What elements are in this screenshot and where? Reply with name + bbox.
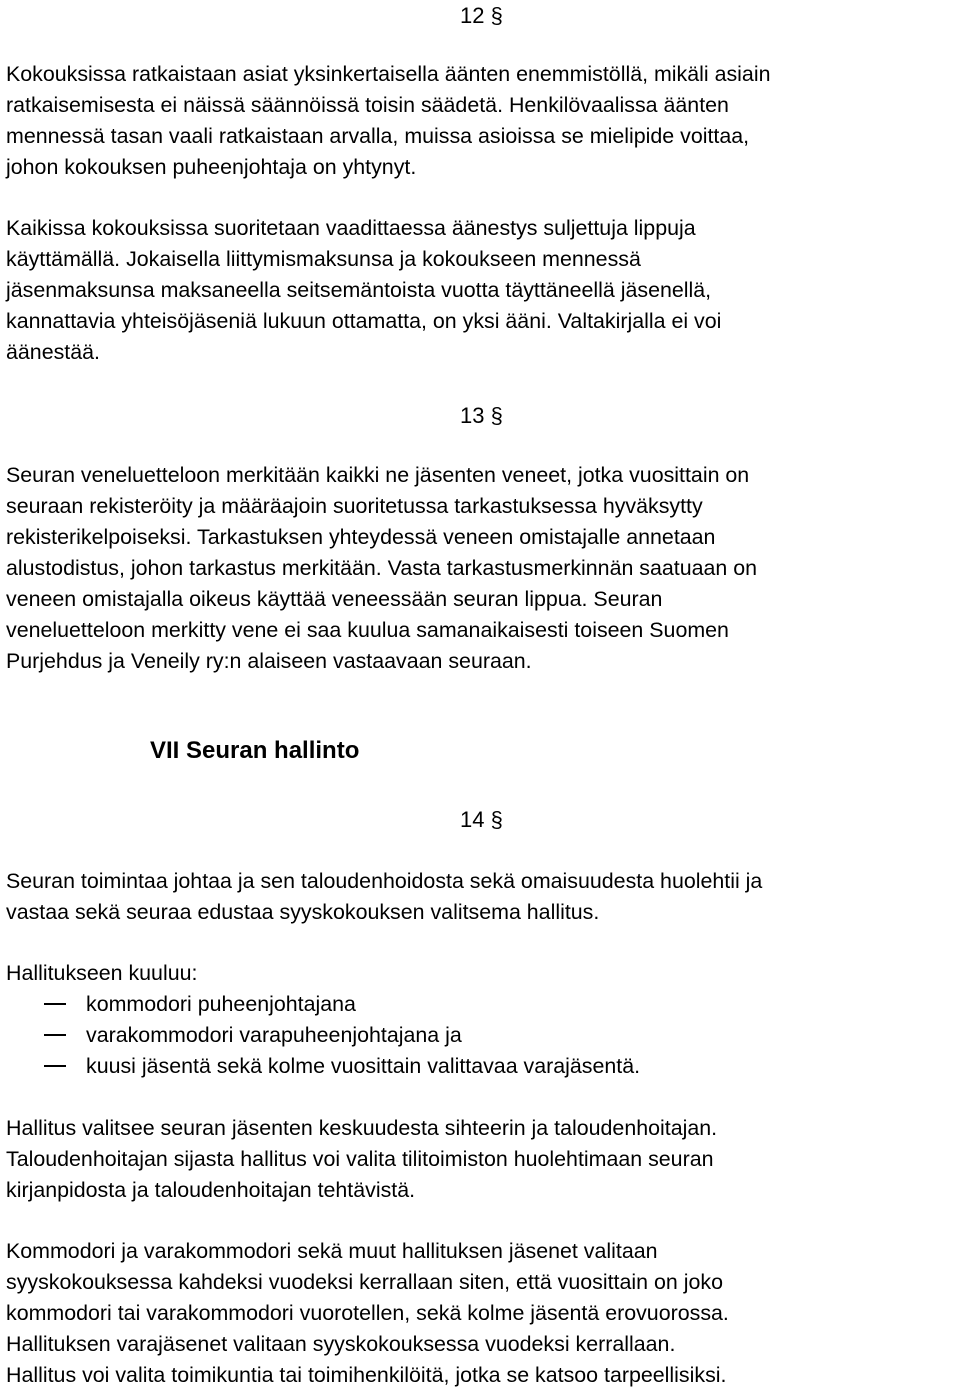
text-line: veneen omistajalla oikeus käyttää veneessään seuran lippua. Seuran (6, 587, 663, 611)
text-line: Purjehdus ja Veneily ry:n alaiseen vastaavaan seuraan. (6, 649, 532, 673)
text-line: Hallitukseen kuuluu: (6, 961, 198, 985)
text-line: jäsenmaksunsa maksaneella seitsemäntoista vuotta täyttäneellä jäsenellä, (6, 278, 712, 302)
text-line: syyskokouksessa kahdeksi vuodeksi kerrallaan siten, että vuosittain on joko (6, 1270, 723, 1294)
text-line: Seuran veneluetteloon merkitään kaikki ne jäsenten veneet, jotka vuosittain on (6, 463, 750, 487)
text-line: alustodistus, johon tarkastus merkitään. Vasta tarkastusmerkinnän saatuaan on (6, 556, 758, 580)
dash-bullet-icon (44, 1034, 66, 1036)
list-item-text: kommodori puheenjohtajana (86, 992, 356, 1016)
text-line: äänestää. (6, 340, 100, 364)
text-line: Kokouksissa ratkaistaan asiat yksinkertaisella äänten enemmistöllä, mikäli asiain (6, 62, 771, 86)
list-item-text: varakommodori varapuheenjohtajana ja (86, 1023, 462, 1047)
text-line: rekisterikelpoiseksi. Tarkastuksen yhteydessä veneen omistajalle annetaan (6, 525, 716, 549)
paragraph-voting-majority (6, 59, 956, 183)
text-line: vastaa sekä seuraa edustaa syyskokouksen valitsema hallitus. (6, 900, 600, 924)
text-line: kannattavia yhteisöjäseniä lukuun ottamatta, on yksi ääni. Valtakirjalla ei voi (6, 309, 722, 333)
text-line: mennessä tasan vaali ratkaistaan arvalla, muissa asioissa se mielipide voittaa, (6, 124, 750, 148)
text-line: veneluetteloon merkitty vene ei saa kuulua samanaikaisesti toiseen Suomen (6, 618, 729, 642)
text-line: Kaikissa kokouksissa suoritetaan vaadittaessa äänestys suljettuja lippuja (6, 216, 696, 240)
section-number-12: 12 § (460, 3, 503, 28)
paragraph-secretary-treasurer (6, 1113, 956, 1206)
text-line: Hallitus valitsee seuran jäsenten keskuudesta sihteerin ja taloudenhoitajan. (6, 1116, 718, 1140)
paragraph-board-role (6, 866, 956, 928)
text-line: Taloudenhoitajan sijasta hallitus voi valita tilitoimiston huolehtimaan seuran (6, 1147, 714, 1171)
text-line: johon kokouksen puheenjohtaja on yhtynyt. (6, 155, 417, 179)
text-line: ratkaisemisesta ei näissä säännöissä toisin säädetä. Henkilövaalissa äänten (6, 93, 729, 117)
section-number-14: 14 § (460, 807, 503, 832)
paragraph-closed-ballot (6, 213, 956, 368)
paragraph-board-composition-intro (6, 958, 956, 989)
text-line: Hallitus voi valita toimikuntia tai toimihenkilöitä, jotka se katsoo tarpeellisiksi. (6, 1363, 727, 1387)
text-line: Hallituksen varajäsenet valitaan syyskokouksessa vuodeksi kerrallaan. (6, 1332, 676, 1356)
list-item (6, 1020, 462, 1051)
list-item (6, 1051, 640, 1082)
text-line: kirjanpidosta ja taloudenhoitajan tehtävistä. (6, 1178, 416, 1202)
paragraph-boat-register (6, 460, 956, 677)
text-line: käyttämällä. Jokaisella liittymismaksunsa ja kokoukseen mennessä (6, 247, 641, 271)
dash-bullet-icon (44, 1003, 66, 1005)
chapter-heading: VII Seuran hallinto (150, 737, 360, 764)
section-number-13: 13 § (460, 403, 503, 428)
text-line: seuraan rekisteröity ja määräajoin suoritetussa tarkastuksessa hyväksytty (6, 494, 703, 518)
dash-bullet-icon (44, 1065, 66, 1067)
text-line: kommodori tai varakommodori vuorotellen, sekä kolme jäsentä erovuorossa. (6, 1301, 729, 1325)
text-line: Seuran toimintaa johtaa ja sen taloudenhoidosta sekä omaisuudesta huolehtii ja (6, 869, 763, 893)
list-item (6, 989, 356, 1020)
list-item-text: kuusi jäsentä sekä kolme vuosittain valittavaa varajäsentä. (86, 1054, 641, 1078)
paragraph-board-election (6, 1236, 956, 1391)
text-line: Kommodori ja varakommodori sekä muut hallituksen jäsenet valitaan (6, 1239, 658, 1263)
